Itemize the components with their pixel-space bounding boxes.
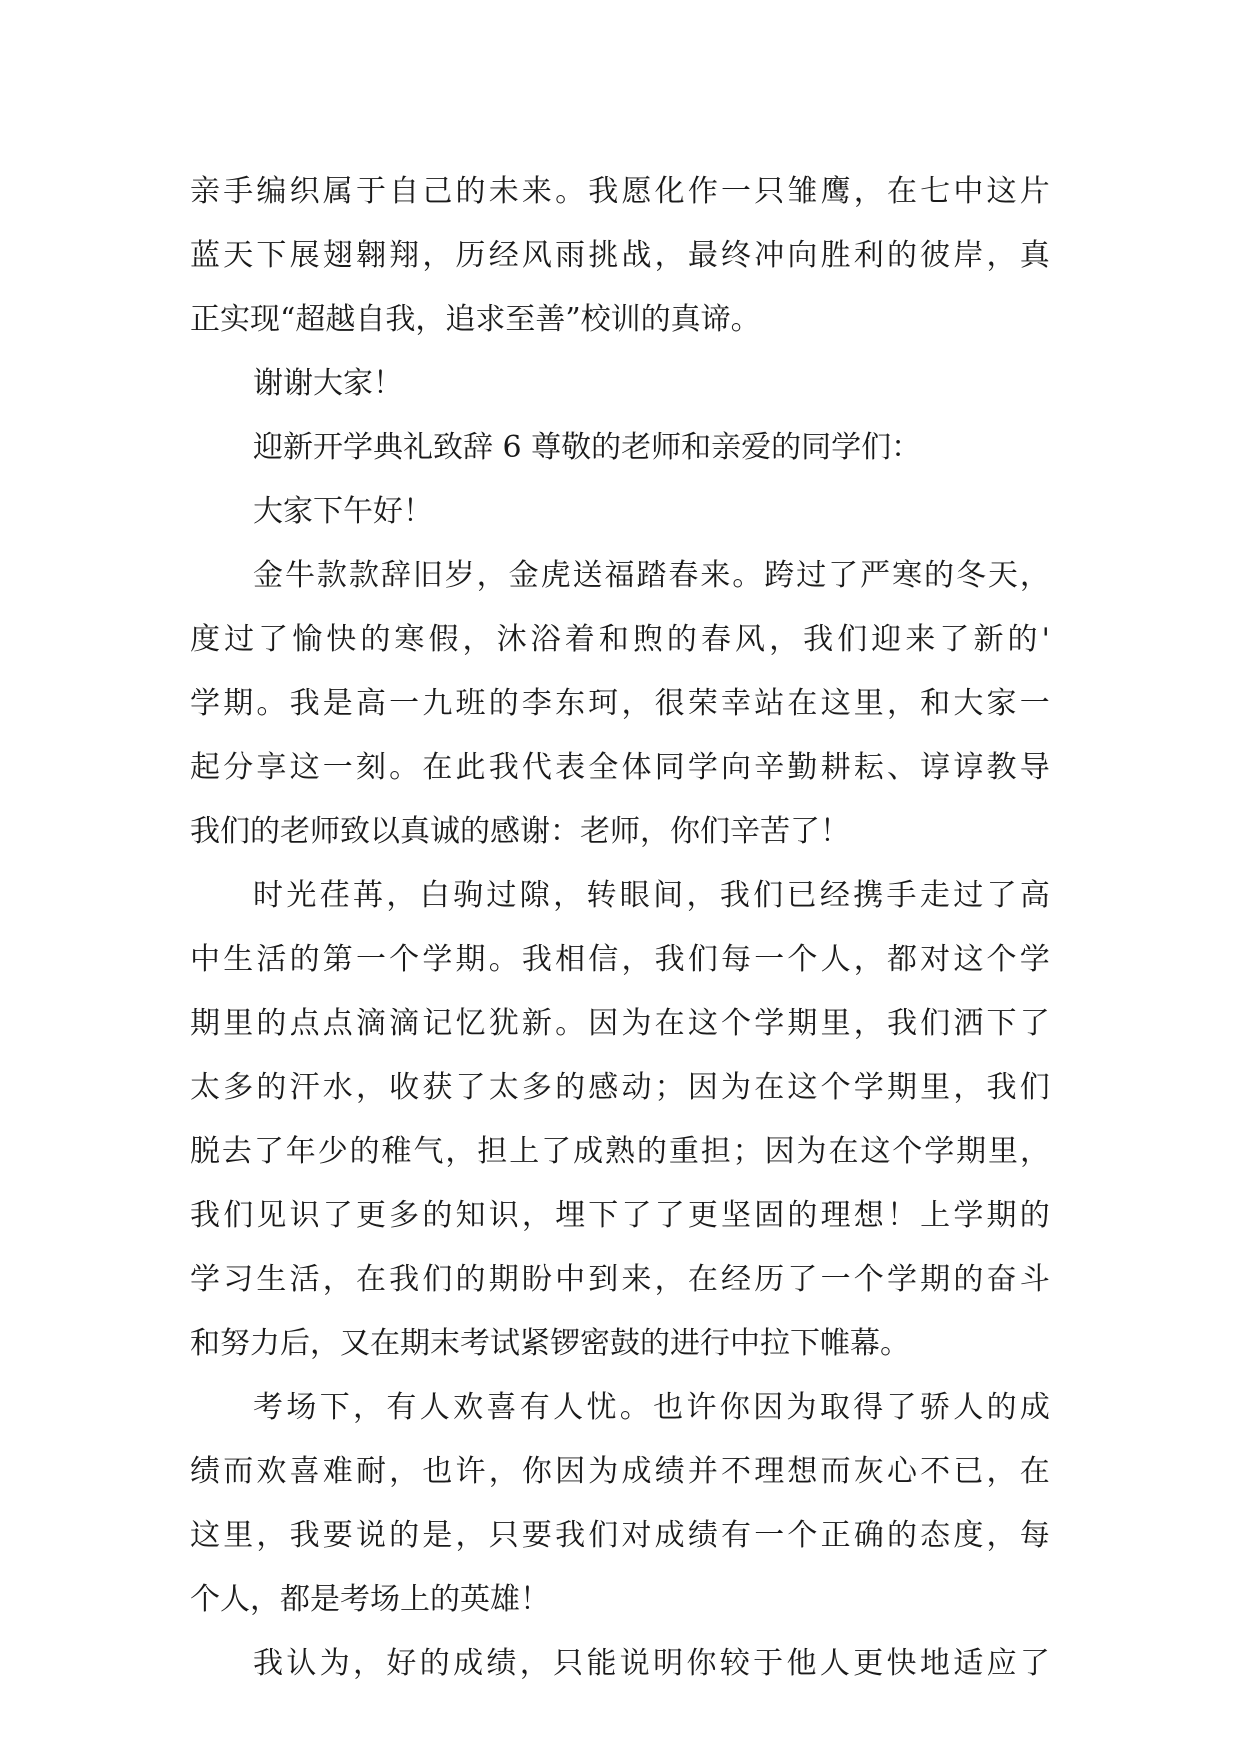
text-line: 度 过 了 愉 快 的 寒 假 ， 沐 浴 着 和 煦 的 春 风 ， 我 们 迎 来 了 新 的 '	[190, 622, 1050, 657]
text-line: 正实现“超越自我，追求至善”校训的真谛。	[190, 302, 761, 337]
text-line: 期 里 的 点 点 滴 滴 记 忆 犹 新 。 因 为 在 这 个 学 期 里 ， 我 们 洒 下 了	[190, 1006, 1050, 1041]
text-line: 学 习 生 活 ， 在 我 们 的 期 盼 中 到 来 ， 在 经 历 了 一 个 学 期 的 奋 斗	[190, 1262, 1050, 1297]
text-line: 学 期 。 我 是 高 一 九 班 的 李 东 珂 ， 很 荣 幸 站 在 这 里 ， 和 大 家 一	[190, 686, 1050, 721]
text-line: 和努力后，又在期末考试紧锣密鼓的进行中拉下帷幕。	[190, 1326, 910, 1361]
document-body	[190, 160, 1050, 1696]
text-line: 太 多 的 汗 水 ， 收 获 了 太 多 的 感 动 ； 因 为 在 这 个 学 期 里 ， 我 们	[190, 1070, 1050, 1105]
text-line: 迎新开学典礼致辞 6 尊敬的老师和亲爱的同学们：	[253, 430, 922, 465]
text-line: 我们的老师致以真诚的感谢：老师，你们辛苦了！	[190, 814, 850, 849]
text-line: 绩 而 欢 喜 难 耐 ， 也 许 ， 你 因 为 成 绩 并 不 理 想 而 灰 心 不 已 ， 在	[190, 1454, 1050, 1489]
text-line: 考 场 下 ， 有 人 欢 喜 有 人 忧 。 也 许 你 因 为 取 得 了 骄 人 的 成	[253, 1390, 1050, 1425]
text-line: 我 认 为 ， 好 的 成 绩 ， 只 能 说 明 你 较 于 他 人 更 快 地 适 应 了	[253, 1646, 1050, 1681]
text-line: 我 们 见 识 了 更 多 的 知 识 ， 埋 下 了 了 更 坚 固 的 理 想 ！ 上 学 期 的	[190, 1198, 1050, 1233]
text-line: 大家下午好！	[253, 494, 433, 529]
text-line: 谢谢大家！	[253, 366, 403, 401]
text-line: 金 牛 款 款 辞 旧 岁 ， 金 虎 送 福 踏 春 来 。 跨 过 了 严 寒 的 冬 天 ，	[253, 558, 1050, 593]
text-line: 这 里 ， 我 要 说 的 是 ， 只 要 我 们 对 成 绩 有 一 个 正 确 的 态 度 ， 每	[190, 1518, 1050, 1553]
text-line: 脱 去 了 年 少 的 稚 气 ， 担 上 了 成 熟 的 重 担 ； 因 为 在 这 个 学 期 里 ，	[190, 1134, 1050, 1169]
text-line: 中 生 活 的 第 一 个 学 期 。 我 相 信 ， 我 们 每 一 个 人 ， 都 对 这 个 学	[190, 942, 1050, 977]
text-line: 个人，都是考场上的英雄！	[190, 1582, 550, 1617]
text-line: 蓝 天 下 展 翅 翱 翔 ， 历 经 风 雨 挑 战 ， 最 终 冲 向 胜 利 的 彼 岸 ， 真	[190, 238, 1050, 273]
text-line: 起 分 享 这 一 刻 。 在 此 我 代 表 全 体 同 学 向 辛 勤 耕 耘 、 谆 谆 教 导	[190, 750, 1050, 785]
text-line: 时 光 荏 苒 ， 白 驹 过 隙 ， 转 眼 间 ， 我 们 已 经 携 手 走 过 了 高	[253, 878, 1050, 913]
text-line: 亲 手 编 织 属 于 自 己 的 未 来 。 我 愿 化 作 一 只 雏 鹰 ， 在 七 中 这 片	[190, 174, 1050, 209]
